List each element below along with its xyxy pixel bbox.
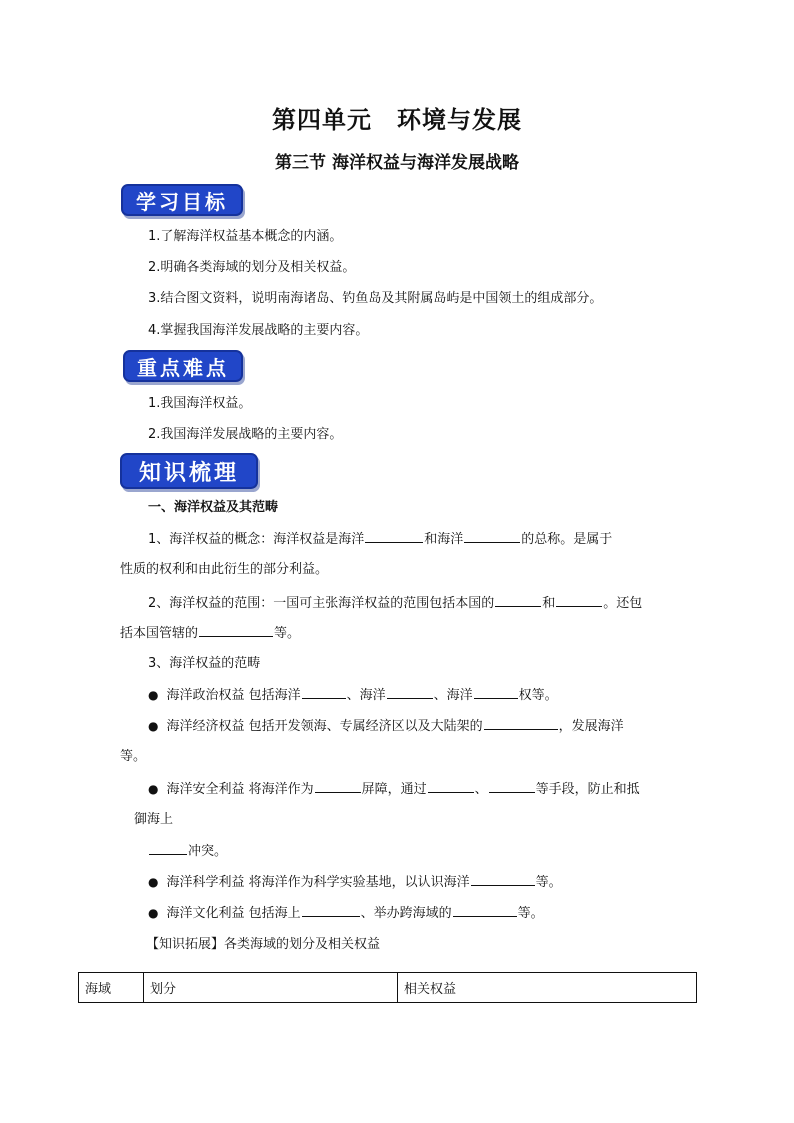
table-header-row [79,973,697,1003]
badge-learning-goals: 学习目标 [121,184,243,216]
bullet-security-cont: 御海上 [134,812,174,827]
paragraph-scope-cont: 括本国管辖的 等。 [120,626,301,641]
section-heading: 一、海洋权益及其范畴 [148,500,279,515]
goal-item: 4.掌握我国海洋发展战略的主要内容。 [148,323,369,338]
table-header-cell: 海域 [79,973,144,1003]
key-point-item: 2.我国海洋发展战略的主要内容。 [148,427,343,442]
sea-area-table [78,972,697,1003]
goal-item: 1.了解海洋权益基本概念的内涵。 [148,229,343,244]
table-header-cell: 相关权益 [398,973,697,1003]
paragraph-scope: 2、海洋权益的范围：一国可主张海洋权益的范围包括本国的 和 。还包 [148,596,643,611]
blank[interactable] [387,686,433,699]
bullet-political: ● 海洋政治权益 包括海洋 、海洋 、海洋 权等。 [148,688,558,703]
badge-knowledge: 知识梳理 [120,453,258,489]
bullet-culture: ● 海洋文化利益 包括海上 、举办跨海域的 等。 [148,906,544,921]
bullet-economic: ● 海洋经济权益 包括开发领海、专属经济区以及大陆架的 ，发展海洋 [148,719,624,734]
blank[interactable] [302,904,360,917]
bullet-science: ● 海洋科学利益 将海洋作为科学实验基地，以认识海洋 等。 [148,875,562,890]
badge-key-points: 重点难点 [123,350,243,382]
bullet-security-cont2: 冲突。 [148,842,227,861]
blank[interactable] [149,842,187,855]
unit-title: 第四单元 环境与发展 [272,105,522,134]
blank[interactable] [474,686,518,699]
blank[interactable] [495,594,541,607]
table-header-cell: 划分 [144,973,398,1003]
bullet-economic-cont: 等。 [120,749,147,764]
blank[interactable] [315,780,361,793]
bullet-security: ● 海洋安全利益 将海洋作为 屏障，通过 、 等手段，防止和抵 [148,782,640,797]
key-point-item: 1.我国海洋权益。 [148,396,252,411]
goal-item: 3.结合图文资料，说明南海诸岛、钓鱼岛及其附属岛屿是中国领土的组成部分。 [148,291,603,306]
section-title: 第三节 海洋权益与海洋发展战略 [275,153,519,173]
blank[interactable] [489,780,535,793]
blank[interactable] [471,873,535,886]
knowledge-expand-label: 【知识拓展】各类海域的划分及相关权益 [146,937,381,952]
goal-item: 2.明确各类海域的划分及相关权益。 [148,260,356,275]
blank[interactable] [365,530,423,543]
blank[interactable] [556,594,602,607]
blank[interactable] [464,530,520,543]
blank[interactable] [302,686,346,699]
paragraph-category: 3、海洋权益的范畴 [148,656,261,671]
paragraph-concept: 1、海洋权益的概念：海洋权益是海洋 和海洋 的总称。是属于 [148,532,613,547]
blank[interactable] [484,717,558,730]
paragraph-concept-cont: 性质的权利和由此衍生的部分利益。 [120,562,329,577]
blank[interactable] [428,780,474,793]
blank[interactable] [453,904,517,917]
blank[interactable] [199,624,273,637]
